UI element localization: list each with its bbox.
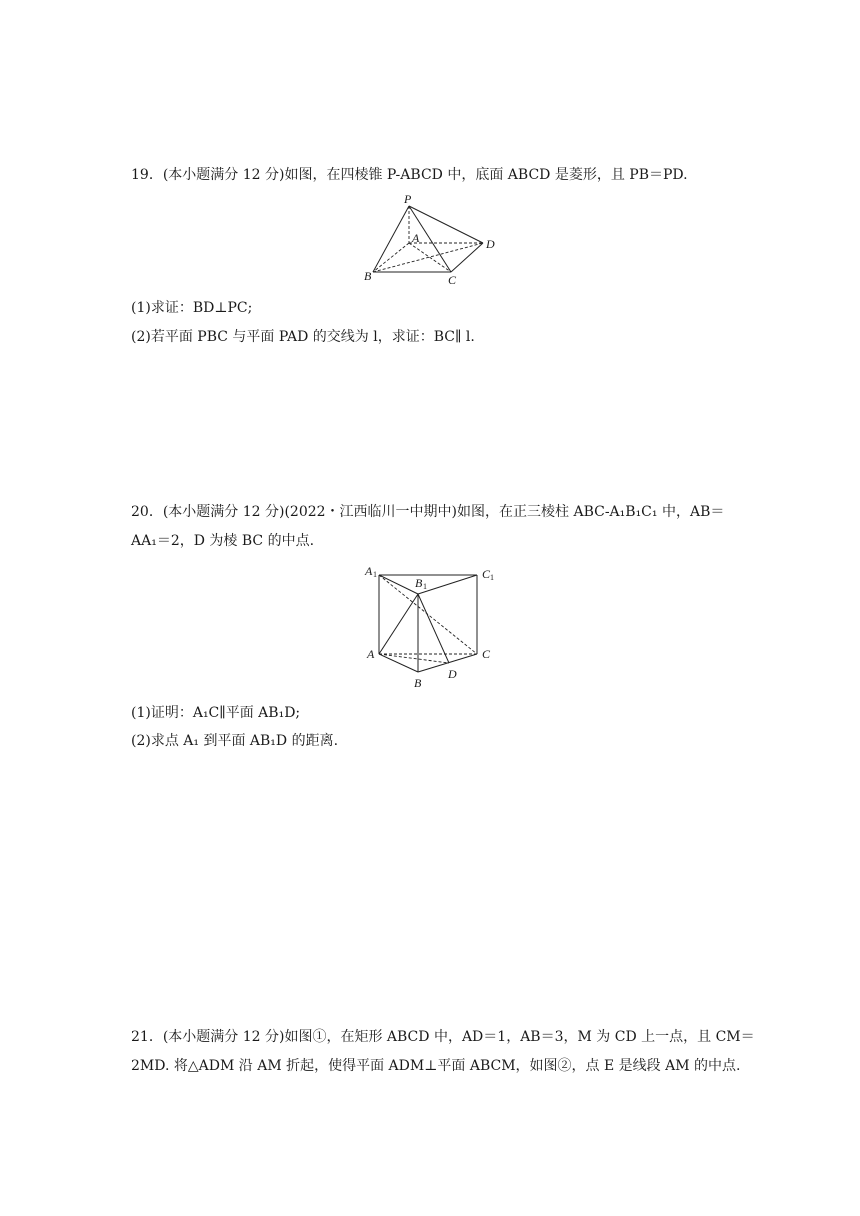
q19-part2: (2)若平面 PBC 与平面 PAD 的交线为 l，求证：BC∥ l. <box>131 329 475 345</box>
label-C: C <box>448 273 457 284</box>
label-B1: B <box>415 576 423 590</box>
q19-stem: 19．(本小题满分 12 分)如图，在四棱锥 P-ABCD 中，底面 ABCD 是菱形，且 PB＝PD. <box>131 167 688 183</box>
label-A: A <box>412 231 420 245</box>
label-C: C <box>482 647 491 661</box>
q21-stem-line2: 2MD. 将△ADM 沿 AM 折起，使得平面 ADM⊥平面 ABCM，如图②，点 E 是线段 AM 的中点. <box>131 1058 741 1074</box>
label-B: B <box>364 269 372 283</box>
q19-part1: (1)求证：BD⊥PC; <box>131 300 253 316</box>
label-B: B <box>414 676 422 689</box>
q20-stem-line2: AA₁＝2，D 为棱 BC 的中点. <box>131 533 315 549</box>
label-A: A <box>367 647 375 661</box>
edge-B1D <box>418 594 449 663</box>
edge-AC <box>409 243 451 272</box>
edge-PB <box>373 206 409 272</box>
edge-AB <box>373 243 409 272</box>
q20-prism-figure <box>360 563 510 689</box>
q19-pyramid-figure <box>360 192 500 284</box>
label-C1-sub: 1 <box>490 573 494 582</box>
edge-A1C <box>379 575 477 654</box>
edge-AB1 <box>379 594 418 654</box>
label-A1: A <box>365 564 373 578</box>
label-D: D <box>486 237 495 251</box>
label-A1-sub: 1 <box>373 570 377 579</box>
q20-part1: (1)证明：A₁C∥平面 AB₁D; <box>131 705 301 721</box>
label-C1: C <box>482 567 491 581</box>
q20-stem-line1: 20．(本小题满分 12 分)(2022・江西临川一中期中)如图，在正三棱柱 ABC-A₁B₁C₁ 中，AB＝ <box>131 504 725 520</box>
q20-part2: (2)求点 A₁ 到平面 AB₁D 的距离. <box>131 733 339 749</box>
q21-stem-line1: 21．(本小题满分 12 分)如图①，在矩形 ABCD 中，AD＝1，AB＝3，M 为 CD 上一点，且 CM＝ <box>131 1029 755 1045</box>
edge-AB <box>379 654 418 672</box>
label-B1-sub: 1 <box>423 582 427 591</box>
label-D: D <box>448 667 457 681</box>
edge-PD <box>409 206 483 243</box>
label-P: P <box>404 192 412 206</box>
